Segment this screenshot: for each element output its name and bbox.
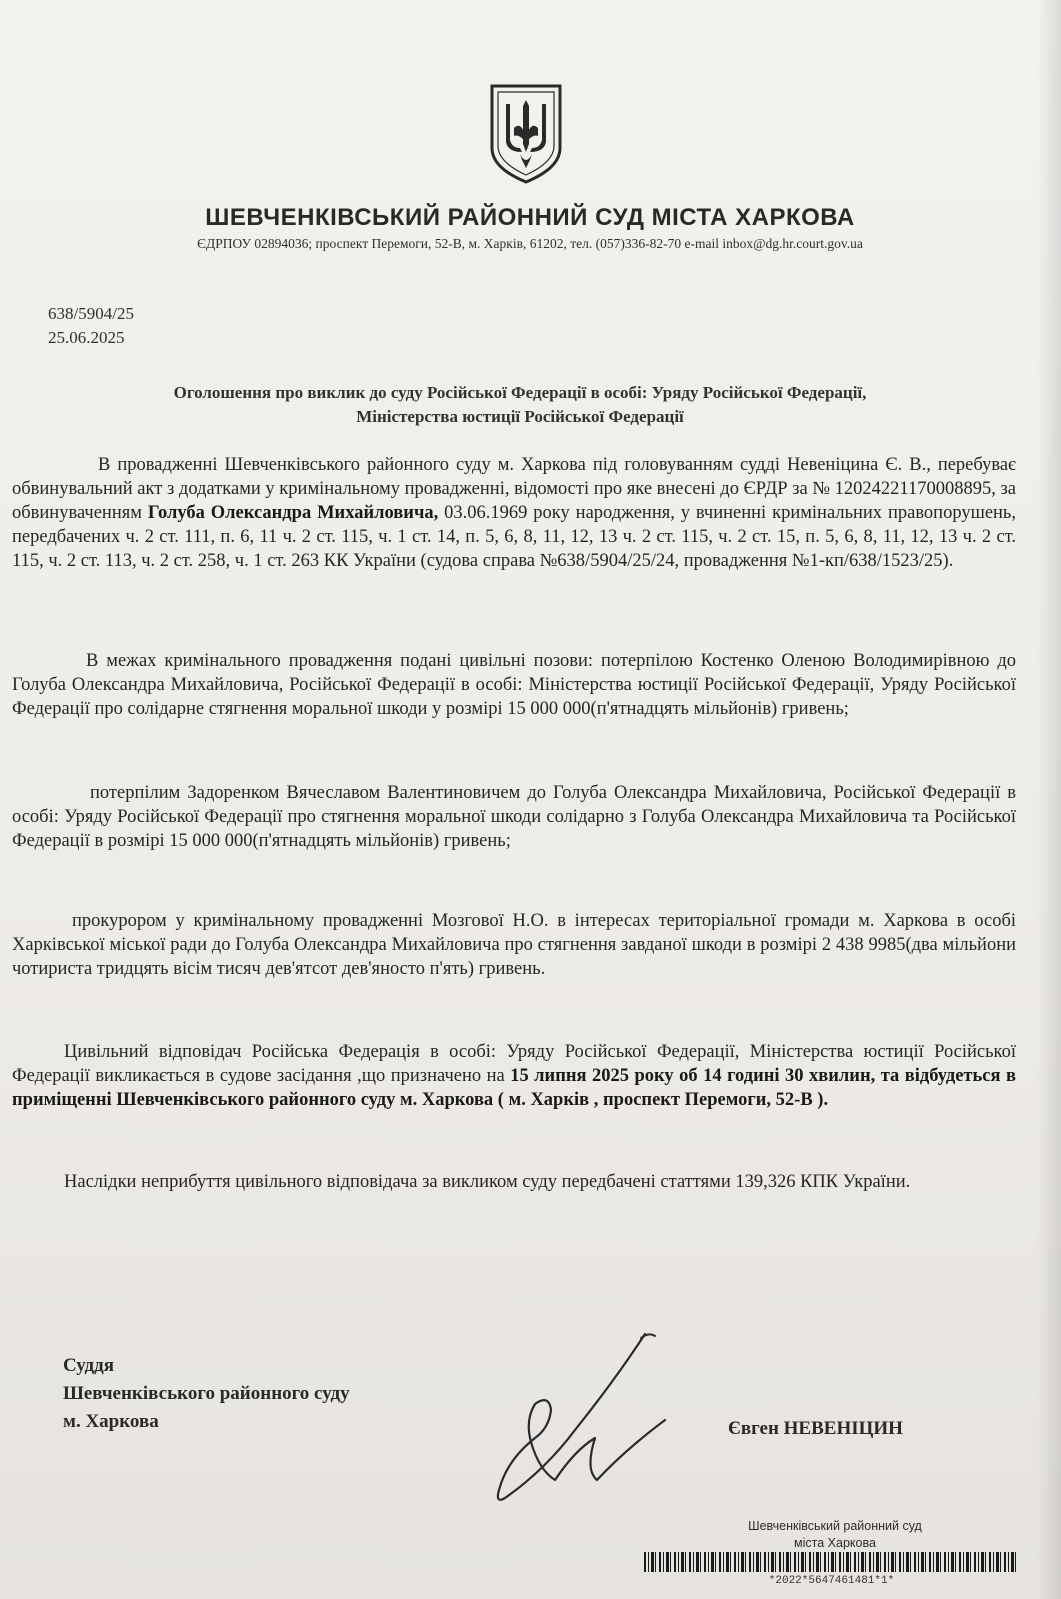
paragraph-summons bbox=[12, 1040, 1016, 1112]
paragraph-civil-claim-1: В межах кримінального провадження подані цивільні позови: потерпілою Костенко Оленою Володимирівною до Голуба Олександра Михайловича, Російської Федерації в особі: Міністерства юстиції Російської Федерації, Уряду Російської Федерації про солідарне стягнення моральної шкоди у розмірі 15 000 000(п'ятнадцять мільйонів) гривень; bbox=[12, 651, 1016, 719]
document-date: 25.06.2025 bbox=[48, 328, 125, 347]
paragraph-consequences: Наслідки неприбуття цивільного відповідача за викликом суду передбачені статтями 139,326 КПК України. bbox=[64, 1172, 911, 1192]
title-line-1: Оголошення про виклик до суду Російської Федерації в особі: Уряду Російської Федерації, bbox=[173, 383, 867, 402]
judge-title-block bbox=[63, 1352, 350, 1436]
trident-emblem bbox=[486, 82, 566, 186]
judge-role: Суддя bbox=[63, 1355, 115, 1376]
paper-edge-shadow bbox=[1037, 0, 1061, 1599]
announcement-title bbox=[20, 381, 1020, 429]
judge-city: м. Харкова bbox=[63, 1411, 159, 1432]
paragraph-proceedings bbox=[12, 453, 1016, 573]
judge-court: Шевченківського районного суду bbox=[63, 1383, 350, 1404]
proceedings-text: В провадженні Шевченківського районного суду м. Харкова під головуванням судді Невеніцина Є. В., перебуває обвинувальний акт з додатками у кримінальному провадженні, відомості про яке внесені до ЄРДР за № 12024221170008895, за обвинуваченням bbox=[12, 455, 1016, 523]
hearing-datetime-place: 15 липня 2025 року об 14 годині 30 хвилин, та відбудеться в приміщенні Шевченківського районного суду м. Харкова ( м. Харків , проспект Перемоги, 52-В ). bbox=[12, 1066, 1016, 1110]
title-line-2: Міністерства юстиції Російської Федерації bbox=[356, 407, 684, 426]
stamp-line-2: міста Харкова bbox=[794, 1536, 876, 1550]
barcode bbox=[644, 1552, 1019, 1572]
paragraph-civil-claim-3: прокурором у кримінальному провадженні Мозгової Н.О. в інтересах територіальної громади м. Харкова в особі Харківської міської ради до Голуба Олександра Михайловича про стягнення завданої шкоди в розмірі 2 438 9985(два мільйони чотириста тридцять вісім тисяч дев'ятсот дев'яносто п'ять) гривень. bbox=[12, 911, 1016, 979]
stamp-line-1: Шевченківський районний суд bbox=[748, 1519, 922, 1533]
court-name: ШЕВЧЕНКІВСЬКИЙ РАЙОННИЙ СУД МІСТА ХАРКОВА bbox=[205, 204, 855, 231]
barcode-number: *2022*5647461481*1* bbox=[768, 1575, 895, 1585]
court-stamp bbox=[690, 1518, 980, 1552]
summons-text: Цивільний відповідач Російська Федерація в особі: Уряду Російської Федерації, Міністерства юстиції Російської Федерації викликається в судове засідання ,що призначено на bbox=[12, 1042, 1016, 1086]
proceedings-charges: 03.06.1969 року народження, у вчиненні кримінальних правопорушень, передбачених ч. 2 ст. 111, п. 6, 11 ч. 2 ст. 115, ч. 1 ст. 14, п. 5, 6, 8, 11, 12, 13 ч. 2 ст. 115, ч. 2 ст. 15, п. 5, 6, 8, 11, 12, 13 ч. 2 ст. 115, ч. 2 ст. 113, ч. 2 ст. 258, ч. 1 ст. 263 КК України (судова справа №638/5904/25/24, провадження №1-кп/638/1523/25). bbox=[12, 503, 1016, 571]
case-number: 638/5904/25 bbox=[48, 304, 134, 323]
judge-name: Євген НЕВЕНІЦИН bbox=[728, 1418, 903, 1439]
court-contact-info: ЄДРПОУ 02894036; проспект Перемоги, 52-В, м. Харків, 61202, тел. (057)336-82-70 e-mail inbox@dg.hr.court.gov.ua bbox=[197, 236, 863, 251]
paragraph-civil-claim-2: потерпілим Задоренком Вячеславом Валентиновичем до Голуба Олександра Михайловича, Російської Федерації в особі: Уряду Російської Федерації про стягнення моральної шкоди солідарно з Голуба Олександра Михайловича та Російської Федерації в розмірі 15 000 000(п'ятнадцять мільйонів) гривень; bbox=[12, 783, 1016, 851]
accused-name: Голуба Олександра Михайловича, bbox=[147, 503, 439, 523]
handwritten-signature bbox=[465, 1330, 695, 1510]
